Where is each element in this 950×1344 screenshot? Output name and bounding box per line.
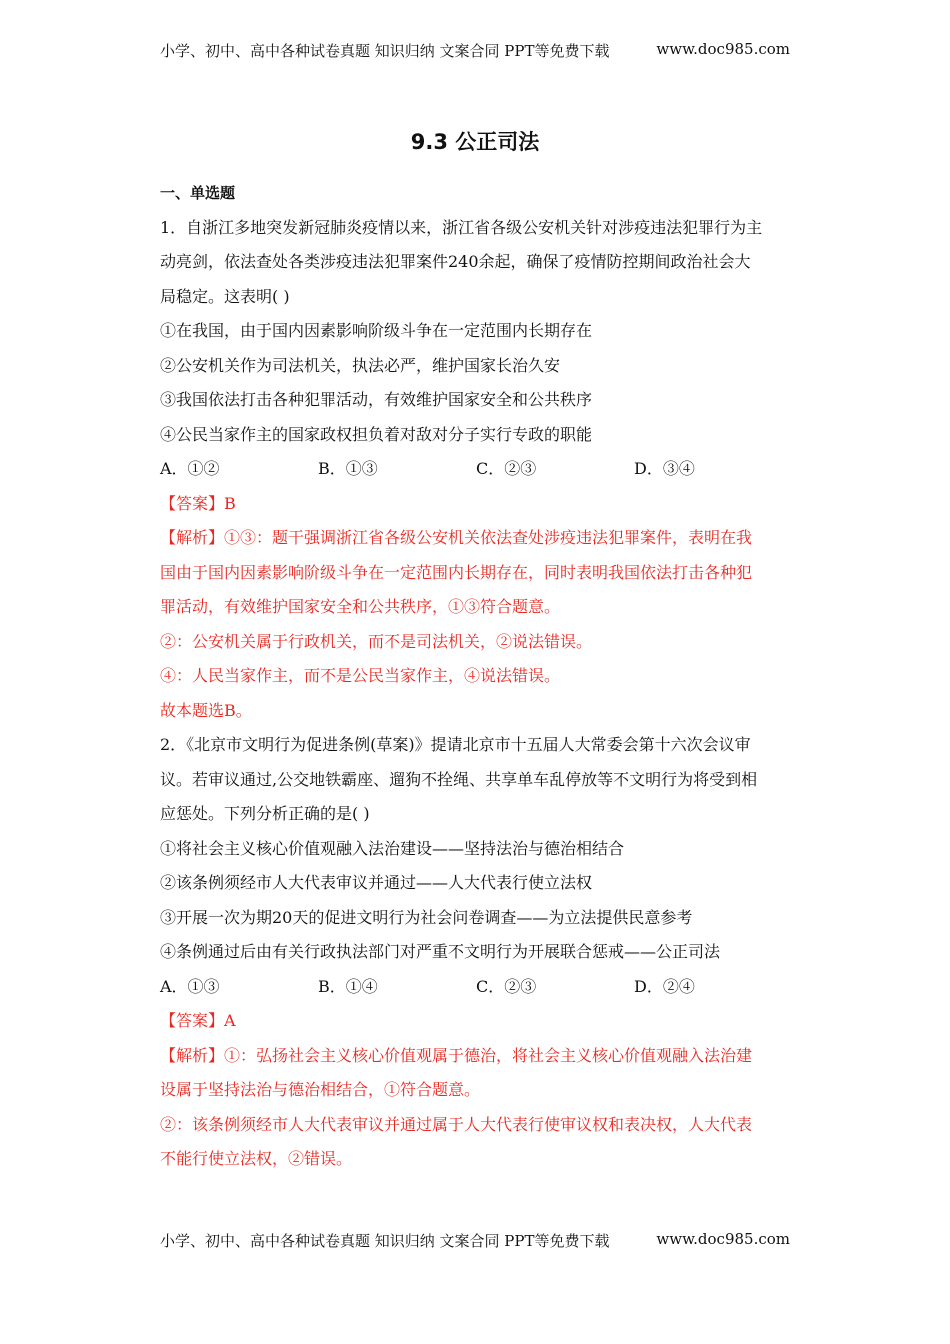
footer-left-text: 小学、初中、高中各种试卷真题 知识归纳 文案合同 PPT等免费下载 [160,1232,610,1250]
answer-line: 【答案】A [160,1011,236,1030]
document-body [160,176,792,1177]
analysis-line: ④：人民当家作主，而不是公民当家作主，④说法错误。 [160,666,561,685]
question-stem-line: 应惩处。下列分析正确的是( ) [160,804,370,823]
page-title: 9.3 公正司法 [410,130,540,154]
analysis-line: ②：该条例须经市人大代表审议并通过属于人大代表行使审议权和表决权，人大代表 [160,1114,753,1134]
option-a: A．①② [160,459,220,478]
question-stem-line: 局稳定。这表明( ) [160,286,290,306]
answer-options [160,452,792,487]
option-c: C．②③ [476,459,537,478]
option-b: B．①④ [318,976,378,996]
question-2 [160,728,792,1177]
header-website: www.doc985.com [656,40,790,58]
question-stem-line: 议。若审议通过,公交地铁霸座、遛狗不拴绳、共享单车乱停放等不文明行为将受到相 [160,769,758,789]
statement-item: ③开展一次为期20天的促进文明行为社会问卷调查——为立法提供民意参考 [160,907,693,927]
statement-item: ②该条例须经市人大代表审议并通过——人大代表行使立法权 [160,873,593,892]
statement-item: ①将社会主义核心价值观融入法治建设——坚持法治与德治相结合 [160,838,625,858]
page-footer [160,1230,790,1251]
section-heading: 一、单选题 [160,184,236,202]
question-stem-line: 2．《北京市文明行为促进条例(草案)》提请北京市十五届人大常委会第十六次会议审 [160,735,751,754]
header-left-text: 小学、初中、高中各种试卷真题 知识归纳 文案合同 PPT等免费下载 [160,42,610,60]
option-b: B．①③ [318,459,378,478]
analysis-line: 【解析】①：弘扬社会主义核心价值观属于德治，将社会主义核心价值观融入法治建 [160,1045,753,1065]
analysis-line: 罪活动，有效维护国家安全和公共秩序，①③符合题意。 [160,597,561,616]
analysis-line: ②：公安机关属于行政机关，而不是司法机关，②说法错误。 [160,631,593,651]
question-stem-line: 动亮剑，依法查处各类涉疫违法犯罪案件240余起，确保了疫情防控期间政治社会大 [160,252,751,271]
option-a: A．①③ [160,976,220,996]
analysis-conclusion: 故本题选B。 [160,700,252,720]
analysis-line: 【解析】①③：题干强调浙江省各级公安机关依法查处涉疫违法犯罪案件，表明在我 [160,528,753,547]
option-d: D．②④ [634,976,695,996]
question-stem-line: 1．自浙江多地突发新冠肺炎疫情以来，浙江省各级公安机关针对涉疫违法犯罪行为主 [160,217,763,237]
footer-website: www.doc985.com [656,1230,790,1248]
analysis-line: 不能行使立法权，②错误。 [160,1149,353,1168]
statement-item: ③我国依法打击各种犯罪活动，有效维护国家安全和公共秩序 [160,390,593,409]
answer-options [160,970,792,1005]
question-1 [160,211,792,729]
statement-item: ①在我国，由于国内因素影响阶级斗争在一定范围内长期存在 [160,321,593,340]
statement-item: ④公民当家作主的国家政权担负着对敌对分子实行专政的职能 [160,424,593,444]
statement-item: ④条例通过后由有关行政执法部门对严重不文明行为开展联合惩戒——公正司法 [160,942,721,961]
page-header [160,40,790,61]
analysis-line: 国由于国内因素影响阶级斗争在一定范围内长期存在，同时表明我国依法打击各种犯 [160,562,753,582]
statement-item: ②公安机关作为司法机关，执法必严，维护国家长治久安 [160,355,561,375]
analysis-line: 设属于坚持法治与德治相结合，①符合题意。 [160,1080,481,1099]
answer-line: 【答案】B [160,493,236,513]
option-d: D．③④ [634,459,695,478]
option-c: C．②③ [476,976,537,996]
